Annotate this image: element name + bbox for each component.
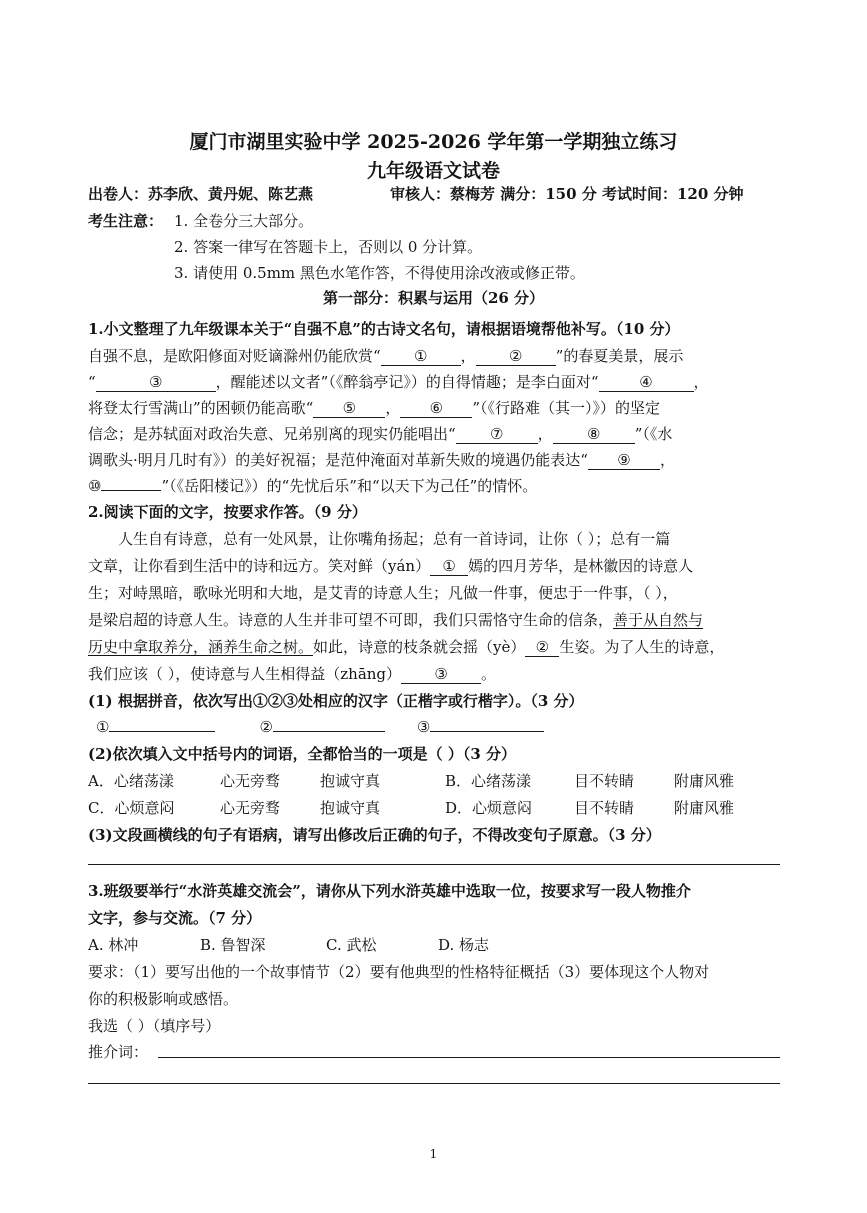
q2-para-line-6: 我们应该（ ），使诗意与人生相得益（zhāng） ③ 。 [88,665,497,683]
option-b-label: B．心绪荡漾 [445,772,532,790]
q1-line-2: “ ③ ，醒能述以文者”（《醉翁亭记》）的自得情趣；是李白面对“ ④ ， [88,373,709,391]
q2-underlined-sentence-b: 历史中拿取养分，涵养生命之树。 [88,638,314,656]
notice-item-2: 2. 答案一律写在答题卡上，否则以 0 分计算。 [174,238,483,256]
q3-answer-line-2 [88,1083,780,1084]
part1-title: 第一部分：积累与运用（26 分） [322,289,545,307]
q2-sub3: (3)文段画横线的句子有语病，请写出修改后正确的句子，不得改变句子原意。（3 分） [88,826,661,844]
q2-para-line-1: 人生自有诗意，总有一处风景，让你嘴角扬起；总有一首诗词，让你（ ）；总有一篇 [118,530,671,548]
option-a-word-3: 抱诚守真 [320,772,381,790]
notice-item-3: 3. 请使用 0.5mm 黑色水笔作答，不得使用涂改液或修正带。 [174,264,585,282]
q2-sub1: (1) 根据拼音，依次写出①②③处相应的汉字（正楷字或行楷字）。（3 分） [88,692,584,710]
q1-line-5: 调歌头·明月几时有》）的美好祝福；是范仲淹面对革新失败的境遇仍能表达“ ⑨ ， [88,451,675,469]
q2-stem: 2.阅读下面的文字，按要求作答。（9 分） [88,503,367,521]
option-d-word-3: 附庸风雅 [674,799,735,817]
option-b-word-3: 附庸风雅 [674,772,735,790]
q1-line-4: 信念；是苏轼面对政治失意、兄弟别离的现实仍能唱出“ ⑦ ， ⑧ ”（《水 [88,425,673,443]
answer-blank-3 [430,731,544,732]
blank-2: ② [476,347,556,366]
exam-subtitle: 九年级语文试卷 [366,160,500,182]
answer-blank-1 [109,731,215,732]
option-c-label: C．心烦意闷 [88,799,175,817]
q2-sub3-answer-line [88,864,780,865]
option-c-word-2: 心无旁骛 [220,799,281,817]
q3-choice-b: B. 鲁智深 [200,936,266,954]
q2-blank-2: ② [525,638,559,657]
blank-3: ③ [96,373,216,392]
exam-authors: 出卷人：苏李欣、黄丹妮、陈艺燕 [88,185,314,203]
option-c-word-3: 抱诚守真 [320,799,381,817]
option-d-label: D．心烦意闷 [445,799,533,817]
blank-5: ⑤ [313,399,385,418]
blank-1: ① [381,347,461,366]
notice-item-1: 1. 全卷分三大部分。 [174,212,314,230]
blank-7: ⑦ [456,425,538,444]
option-b-word-2: 目不转睛 [574,772,635,790]
q3-requirement-line-1: 要求：（1）要写出他的一个故事情节（2）要有他典型的性格特征概括（3）要体现这个人物对 [88,963,710,981]
q1-line-6: ⑩ ”（《岳阳楼记》）的“先忧后乐”和“以天下为己任”的情怀。 [88,477,538,495]
blank-9: ⑨ [588,451,660,470]
q1-stem: 1.小文整理了九年级课本关于“自强不息”的古诗文名句，请根据语境帮他补写。（10 分） [88,320,680,338]
q2-blank-1: ① [430,557,468,576]
q3-intro-label: 推介词： [88,1043,149,1061]
blank-4: ④ [599,373,694,392]
q3-answer-line-1 [158,1057,780,1058]
q3-stem-line-2: 文字，参与交流。（7 分） [88,909,262,927]
q2-blank-3: ③ [401,665,481,684]
q2-underlined-sentence-a: 善于从自然与 [613,611,704,629]
q3-requirement-line-2: 你的积极影响或感悟。 [88,990,239,1008]
q2-sub1-answer-row: ① ② ③ [96,717,544,737]
option-a-label: A．心绪荡漾 [88,772,174,790]
q1-line-3: 将登太行雪满山”的困顿仍能高歌“ ⑤ ， ⑥ ”（《行路难（其一）》）的坚定 [88,399,661,417]
blank-6: ⑥ [400,399,472,418]
blank-8: ⑧ [553,425,635,444]
q2-para-line-4: 是梁启超的诗意人生。诗意的人生并非可望不可即，我们只需恪守生命的信条，善于从自然与 [88,611,704,629]
exam-title: 厦门市湖里实验中学 2025-2026 学年第一学期独立练习 [189,131,678,153]
q3-choice-d: D. 杨志 [438,936,490,954]
answer-blank-2 [273,731,385,732]
exam-reviewer-info: 审核人：蔡梅芳 满分：150 分 考试时间：120 分钟 [390,185,744,203]
q2-para-line-2: 文章，让你看到生活中的诗和远方。笑对鲜（yán） ① 嫣的四月芳华，是林徽因的诗意人 [88,557,694,575]
q3-stem-line-1: 3.班级要举行“水浒英雄交流会”，请你从下列水浒英雄中选取一位，按要求写一段人物推介 [88,882,691,900]
q3-selection: 我选（ ）（填序号） [88,1017,221,1035]
q2-para-line-3: 生；对峙黑暗，歌咏光明和大地，是艾青的诗意人生；凡做一件事，便忠于一件事，（ ）， [88,584,678,602]
q3-choice-a: A. 林冲 [88,936,139,954]
q1-line-1: 自强不息，是欧阳修面对贬谪滁州仍能欣赏“ ① ， ② ”的春夏美景，展示 [88,347,684,365]
q2-para-line-5: 历史中拿取养分，涵养生命之树。如此，诗意的枝条就会摇（yè） ② 生姿。为了人生的诗意， [88,638,725,656]
option-d-word-2: 目不转睛 [574,799,635,817]
notice-label: 考生注意： [88,212,164,230]
q3-choice-c: C. 武松 [326,936,377,954]
page-number: 1 [429,1147,438,1161]
option-a-word-2: 心无旁骛 [220,772,281,790]
blank-10 [101,490,161,491]
q2-sub2: (2)依次填入文中括号内的词语，全都恰当的一项是（ ）（3 分） [88,745,517,763]
